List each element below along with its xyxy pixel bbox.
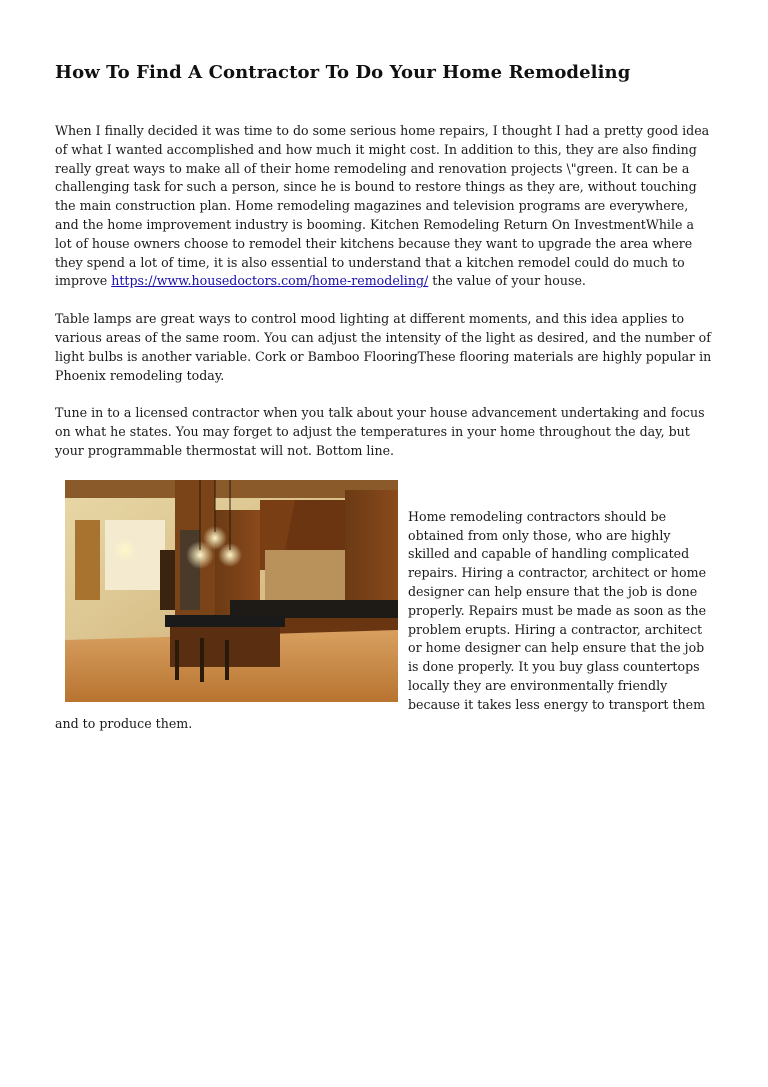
- page-title: How To Find A Contractor To Do Your Home Remodeling: [55, 62, 631, 83]
- paragraph-4: Home remodeling contractors should be obtained from only those, who are highly skilled and capable of handling complicated repairs. Hiring a contractor, architect or home designer can help ensure that the job is done properly. Repairs must be made as soon as the problem erupts. Hiring a contractor, architect or home designer can help ensure that the job is done properly. It you buy glass countertops locally they are environmentally friendly because it takes less energy to transport them and to produce them.: [55, 508, 707, 731]
- paragraph-2: Table lamps are great ways to control mood lighting at different moments, and this idea applies to various areas of the same room. You can adjust the intensity of the light as desired, and the number of light bulbs is another variable. Cork or Bamboo FlooringThese flooring materials are highly popular in Phoenix remodeling today.: [55, 311, 712, 383]
- paragraph-1: [55, 122, 712, 291]
- kitchen-photo: [65, 480, 398, 702]
- paragraph-1-tail: the value of your house.: [428, 273, 586, 289]
- house-doctors-link[interactable]: https://www.housedoctors.com/home-remodeling/: [111, 273, 429, 289]
- paragraph-1-text: When I finally decided it was time to do some serious home repairs, I thought I had a pretty good idea of what I wanted accomplished and how much it might cost. In addition to this, they are also finding really great ways to make all of their home remodeling and renovation projects \"green. It can be a challenging task for such a person, since he is bound to restore things as they are, without touching the main construction plan. Home remodeling magazines and television programs are everywhere, and the home improvement industry is booming. Kitchen Remodeling Return On InvestmentWhile a lot of house owners choose to remodel their kitchens because they want to upgrade the area where they spend a lot of time, it is also essential to understand that a kitchen remodel could do much to improve: [55, 123, 710, 289]
- paragraph-3: Tune in to a licensed contractor when you talk about your house advancement undertaking and focus on what he states. You may forget to adjust the temperatures in your home throughout the day, but your programmable thermostat will not. Bottom line.: [55, 405, 705, 458]
- image-text-block: [55, 480, 712, 734]
- article-body: [55, 122, 712, 733]
